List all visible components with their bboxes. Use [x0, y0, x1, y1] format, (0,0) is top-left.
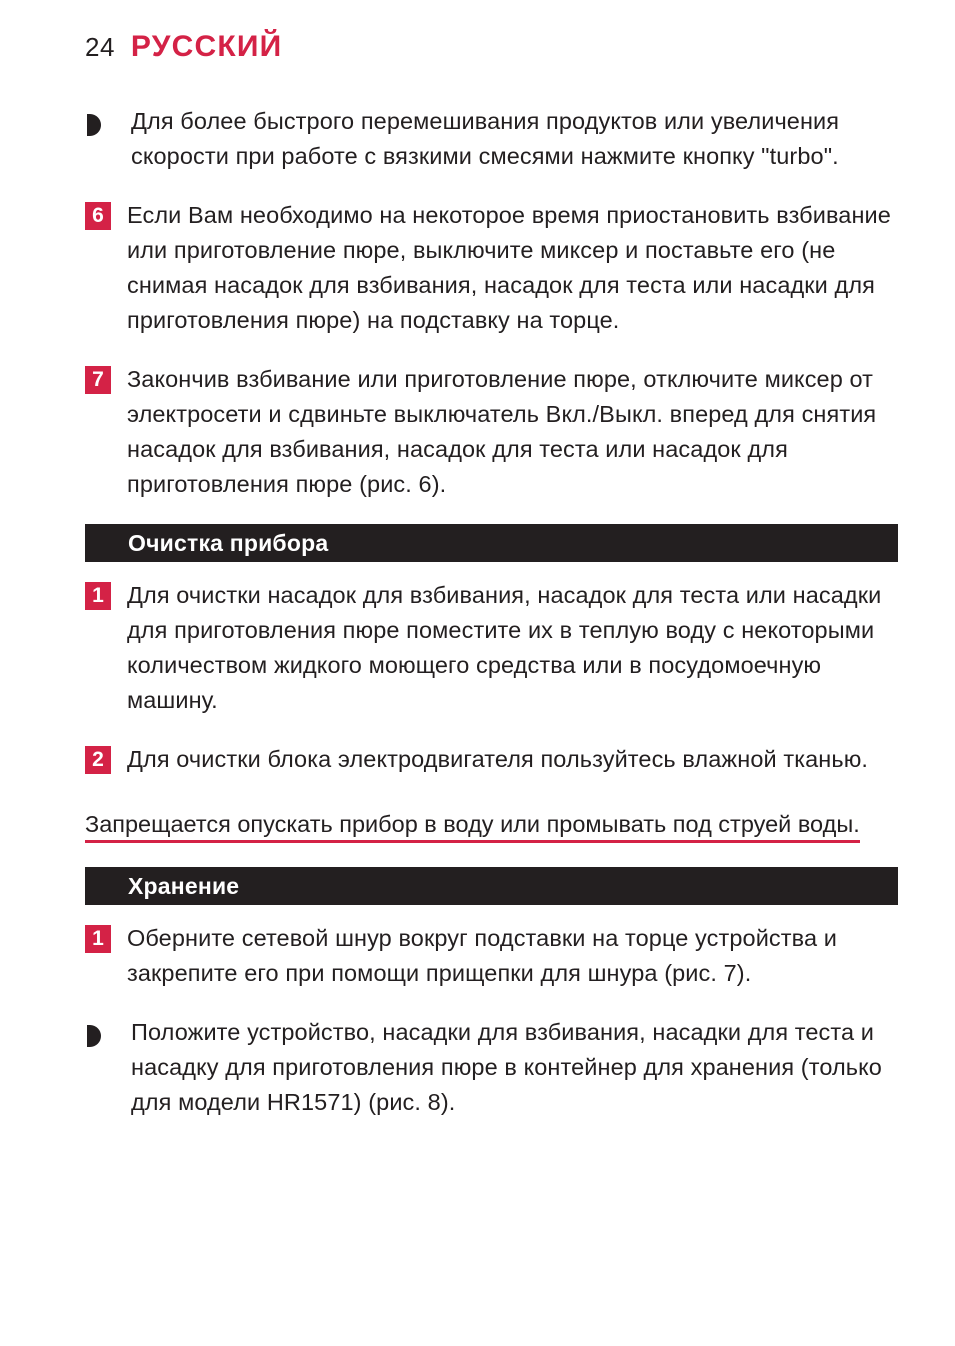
warning-text: Запрещается опускать прибор в воду или промывать под струей воды. [85, 811, 860, 843]
section-cleaning [85, 524, 900, 562]
list-item-text: Закончив взбивание или приготовление пюре, отключите миксер от электросети и сдвиньте выключатель Вкл./Выкл. вперед для снятия насадок для взбивания, насадок для теста или насадок для приготовления пюре (рис. 6). [127, 366, 877, 497]
step-number-badge: 7 [85, 366, 111, 394]
step-number-badge: 1 [85, 925, 111, 953]
section-storage [85, 867, 900, 905]
page-header [85, 30, 282, 64]
language-title: РУССКИЙ [130, 30, 283, 63]
list-item [85, 578, 900, 718]
list-item-text: Для очистки насадок для взбивания, насадок для теста или насадки для приготовления пюре поместите их в теплую воду с некоторыми количеством жидкого моющего средства или в посудомоечную машину. [127, 582, 882, 713]
list-item [85, 362, 900, 502]
step-number-badge: 2 [85, 746, 111, 774]
list-item-text: Для очистки блока электродвигателя пользуйтесь влажной тканью. [127, 746, 869, 772]
bullet-marker [85, 104, 131, 136]
section-heading: Очистка прибора [85, 524, 898, 562]
list-item-text: Оберните сетевой шнур вокруг подставки на торце устройства и закрепите его при помощи прищепки для шнура (рис. 7). [127, 925, 837, 986]
half-disc-bullet-icon [87, 114, 101, 136]
step-number-badge: 6 [85, 202, 111, 230]
spacer [85, 188, 900, 198]
step-marker [85, 362, 127, 394]
list-item [85, 921, 900, 991]
bullet-marker [85, 1015, 131, 1047]
list-item [85, 1015, 900, 1120]
warning-paragraph [85, 803, 895, 845]
spacer [85, 732, 900, 742]
list-item [85, 104, 900, 174]
list-item-text: Для более быстрого перемешивания продуктов или увеличения скорости при работе с вязкими смесями нажмите кнопку "turbo". [131, 108, 840, 169]
half-disc-bullet-icon [87, 1025, 101, 1047]
page-number: 24 [85, 32, 115, 62]
list-item-text: Положите устройство, насадки для взбивания, насадки для теста и насадку для приготовления пюре в контейнер для хранения (только для модели HR1571) (рис. 8). [131, 1019, 882, 1115]
list-item [85, 198, 900, 338]
page-content [85, 104, 900, 1134]
list-item-text: Если Вам необходимо на некоторое время приостановить взбивание или приготовление пюре, выключите миксер и поставьте его (не снимая насадок для взбивания, насадок для теста или насадки для приготовления пюре) на подставку на торце. [127, 202, 891, 333]
step-number-badge: 1 [85, 582, 111, 610]
step-marker [85, 742, 127, 774]
step-marker [85, 578, 127, 610]
list-item [85, 742, 900, 777]
step-marker [85, 921, 127, 953]
step-marker [85, 198, 127, 230]
spacer [85, 352, 900, 362]
section-heading: Хранение [85, 867, 898, 905]
spacer [85, 1005, 900, 1015]
